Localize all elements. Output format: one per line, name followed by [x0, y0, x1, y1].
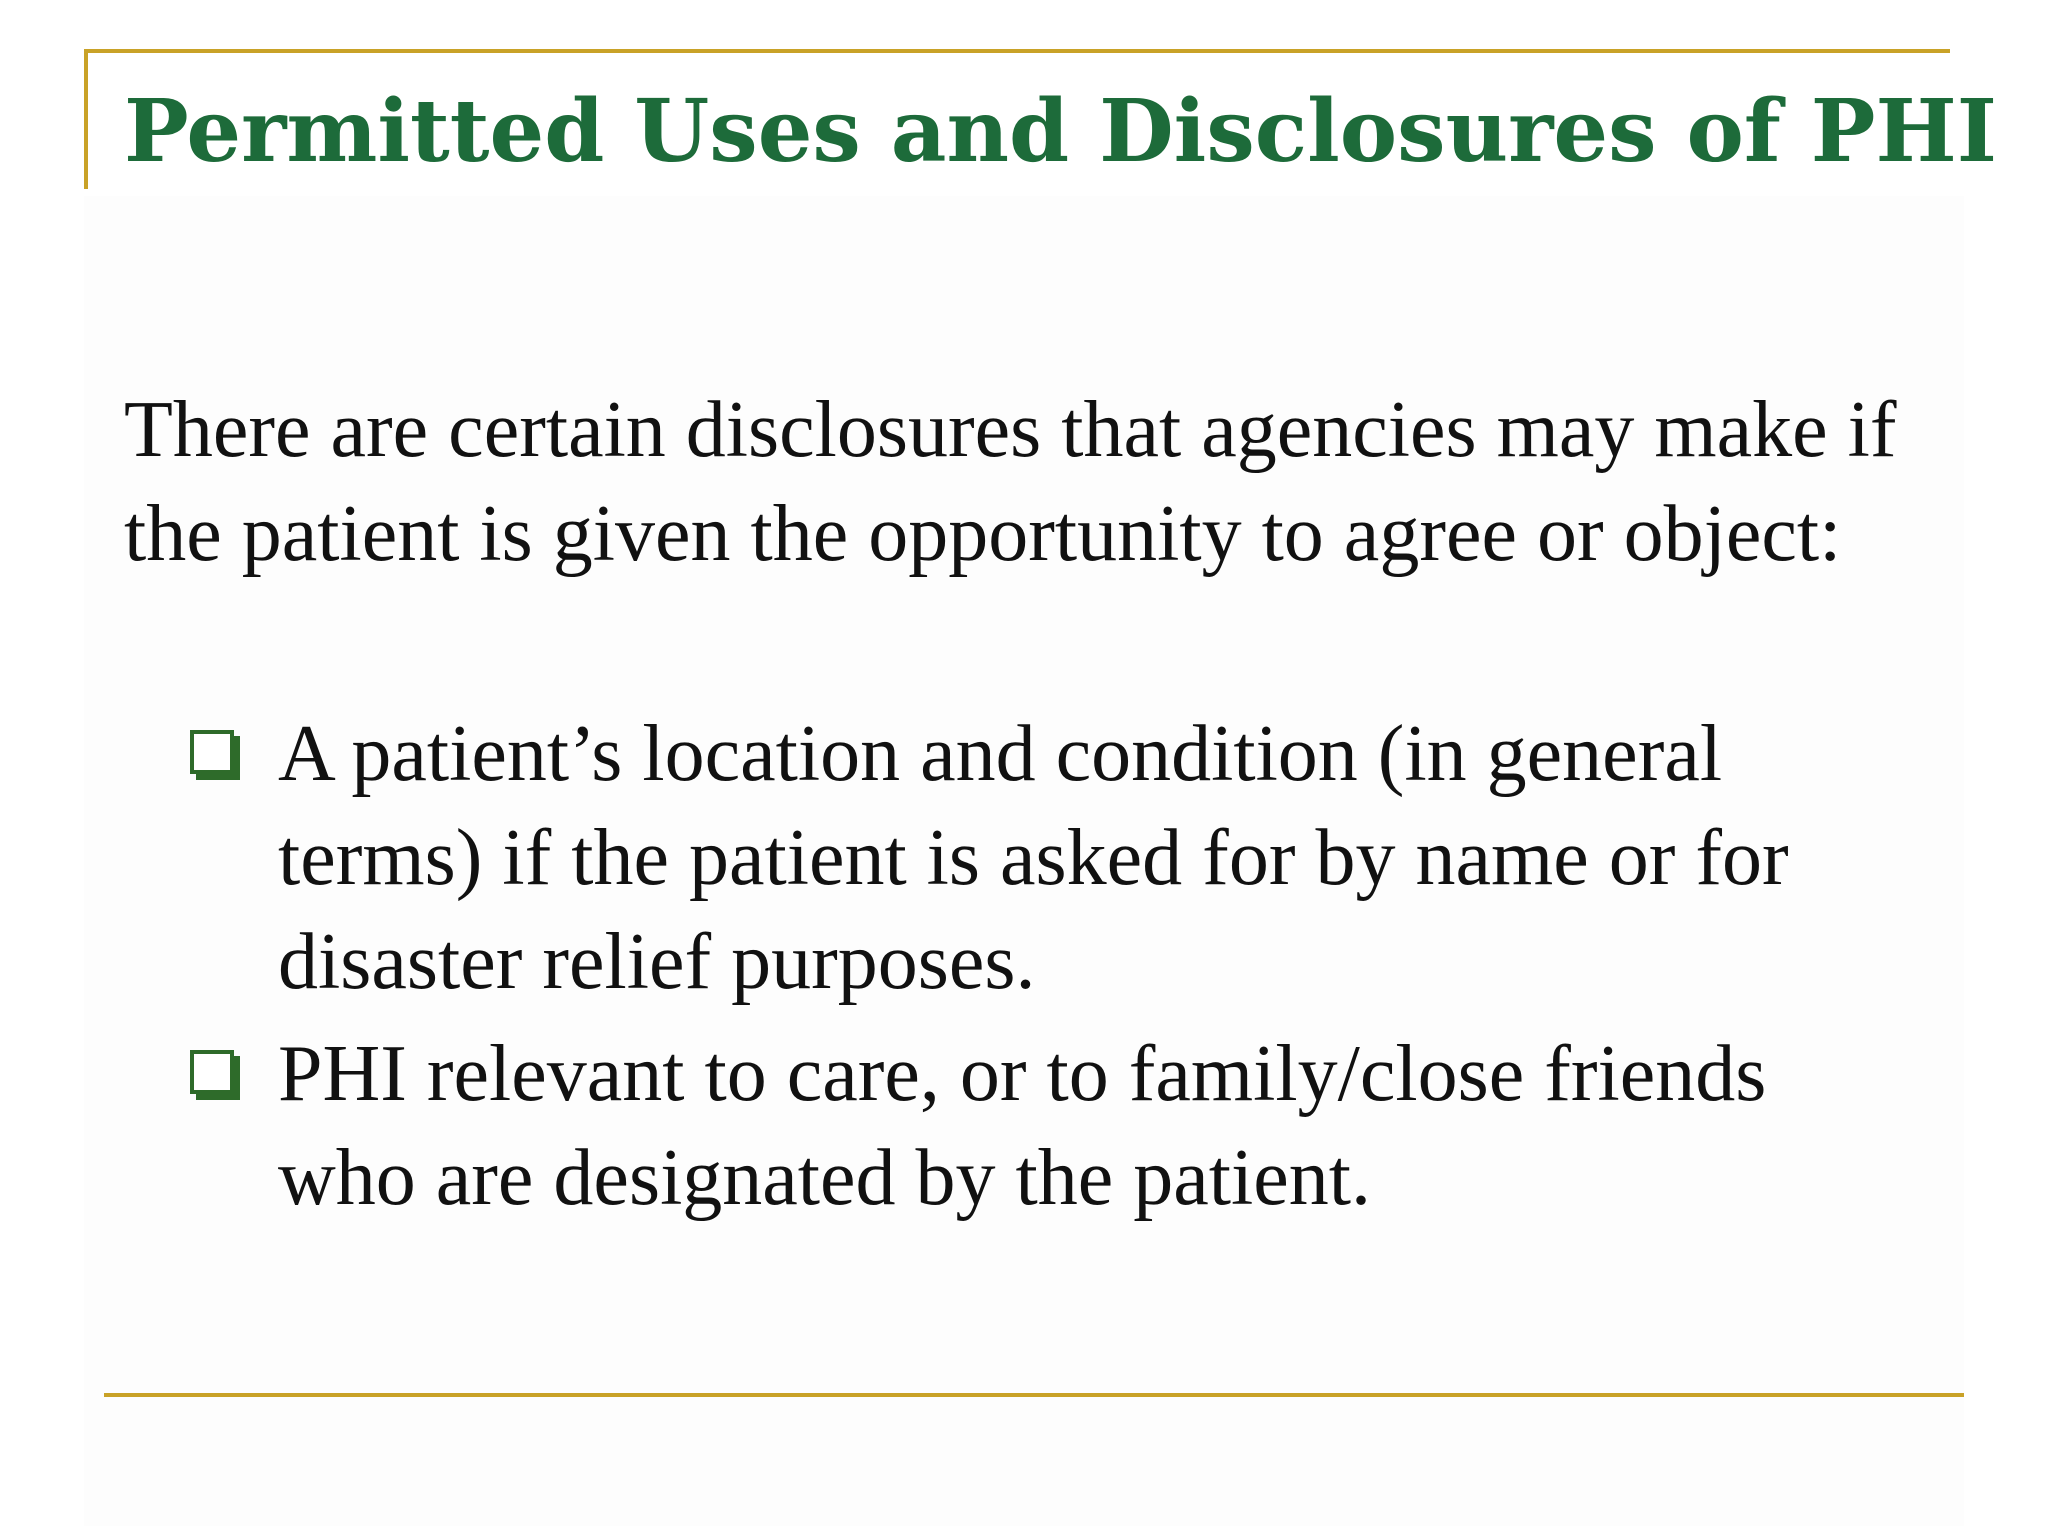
bullet-item-location: [186, 702, 1906, 1014]
slide-title: Permitted Uses and Disclosures of PHI: [124, 81, 1997, 182]
checkbox-icon: [190, 1050, 234, 1094]
bullet-text: PHI relevant to care, or to family/close friends who are designated by the patient.: [278, 1030, 1767, 1222]
intro-paragraph: There are certain disclosures that agencies may make if the patient is given the opportunity to agree or object:: [124, 386, 1897, 578]
bottom-rule: [104, 1393, 1964, 1397]
checkbox-icon: [190, 730, 234, 774]
bullet-list: [186, 702, 1906, 1238]
top-rule: [84, 49, 1950, 53]
bullet-text: A patient’s location and condition (in general terms) if the patient is asked for by name or for disaster relief purposes.: [278, 710, 1789, 1006]
bullet-item-phi: [186, 1022, 1906, 1230]
left-rule: [84, 49, 88, 189]
